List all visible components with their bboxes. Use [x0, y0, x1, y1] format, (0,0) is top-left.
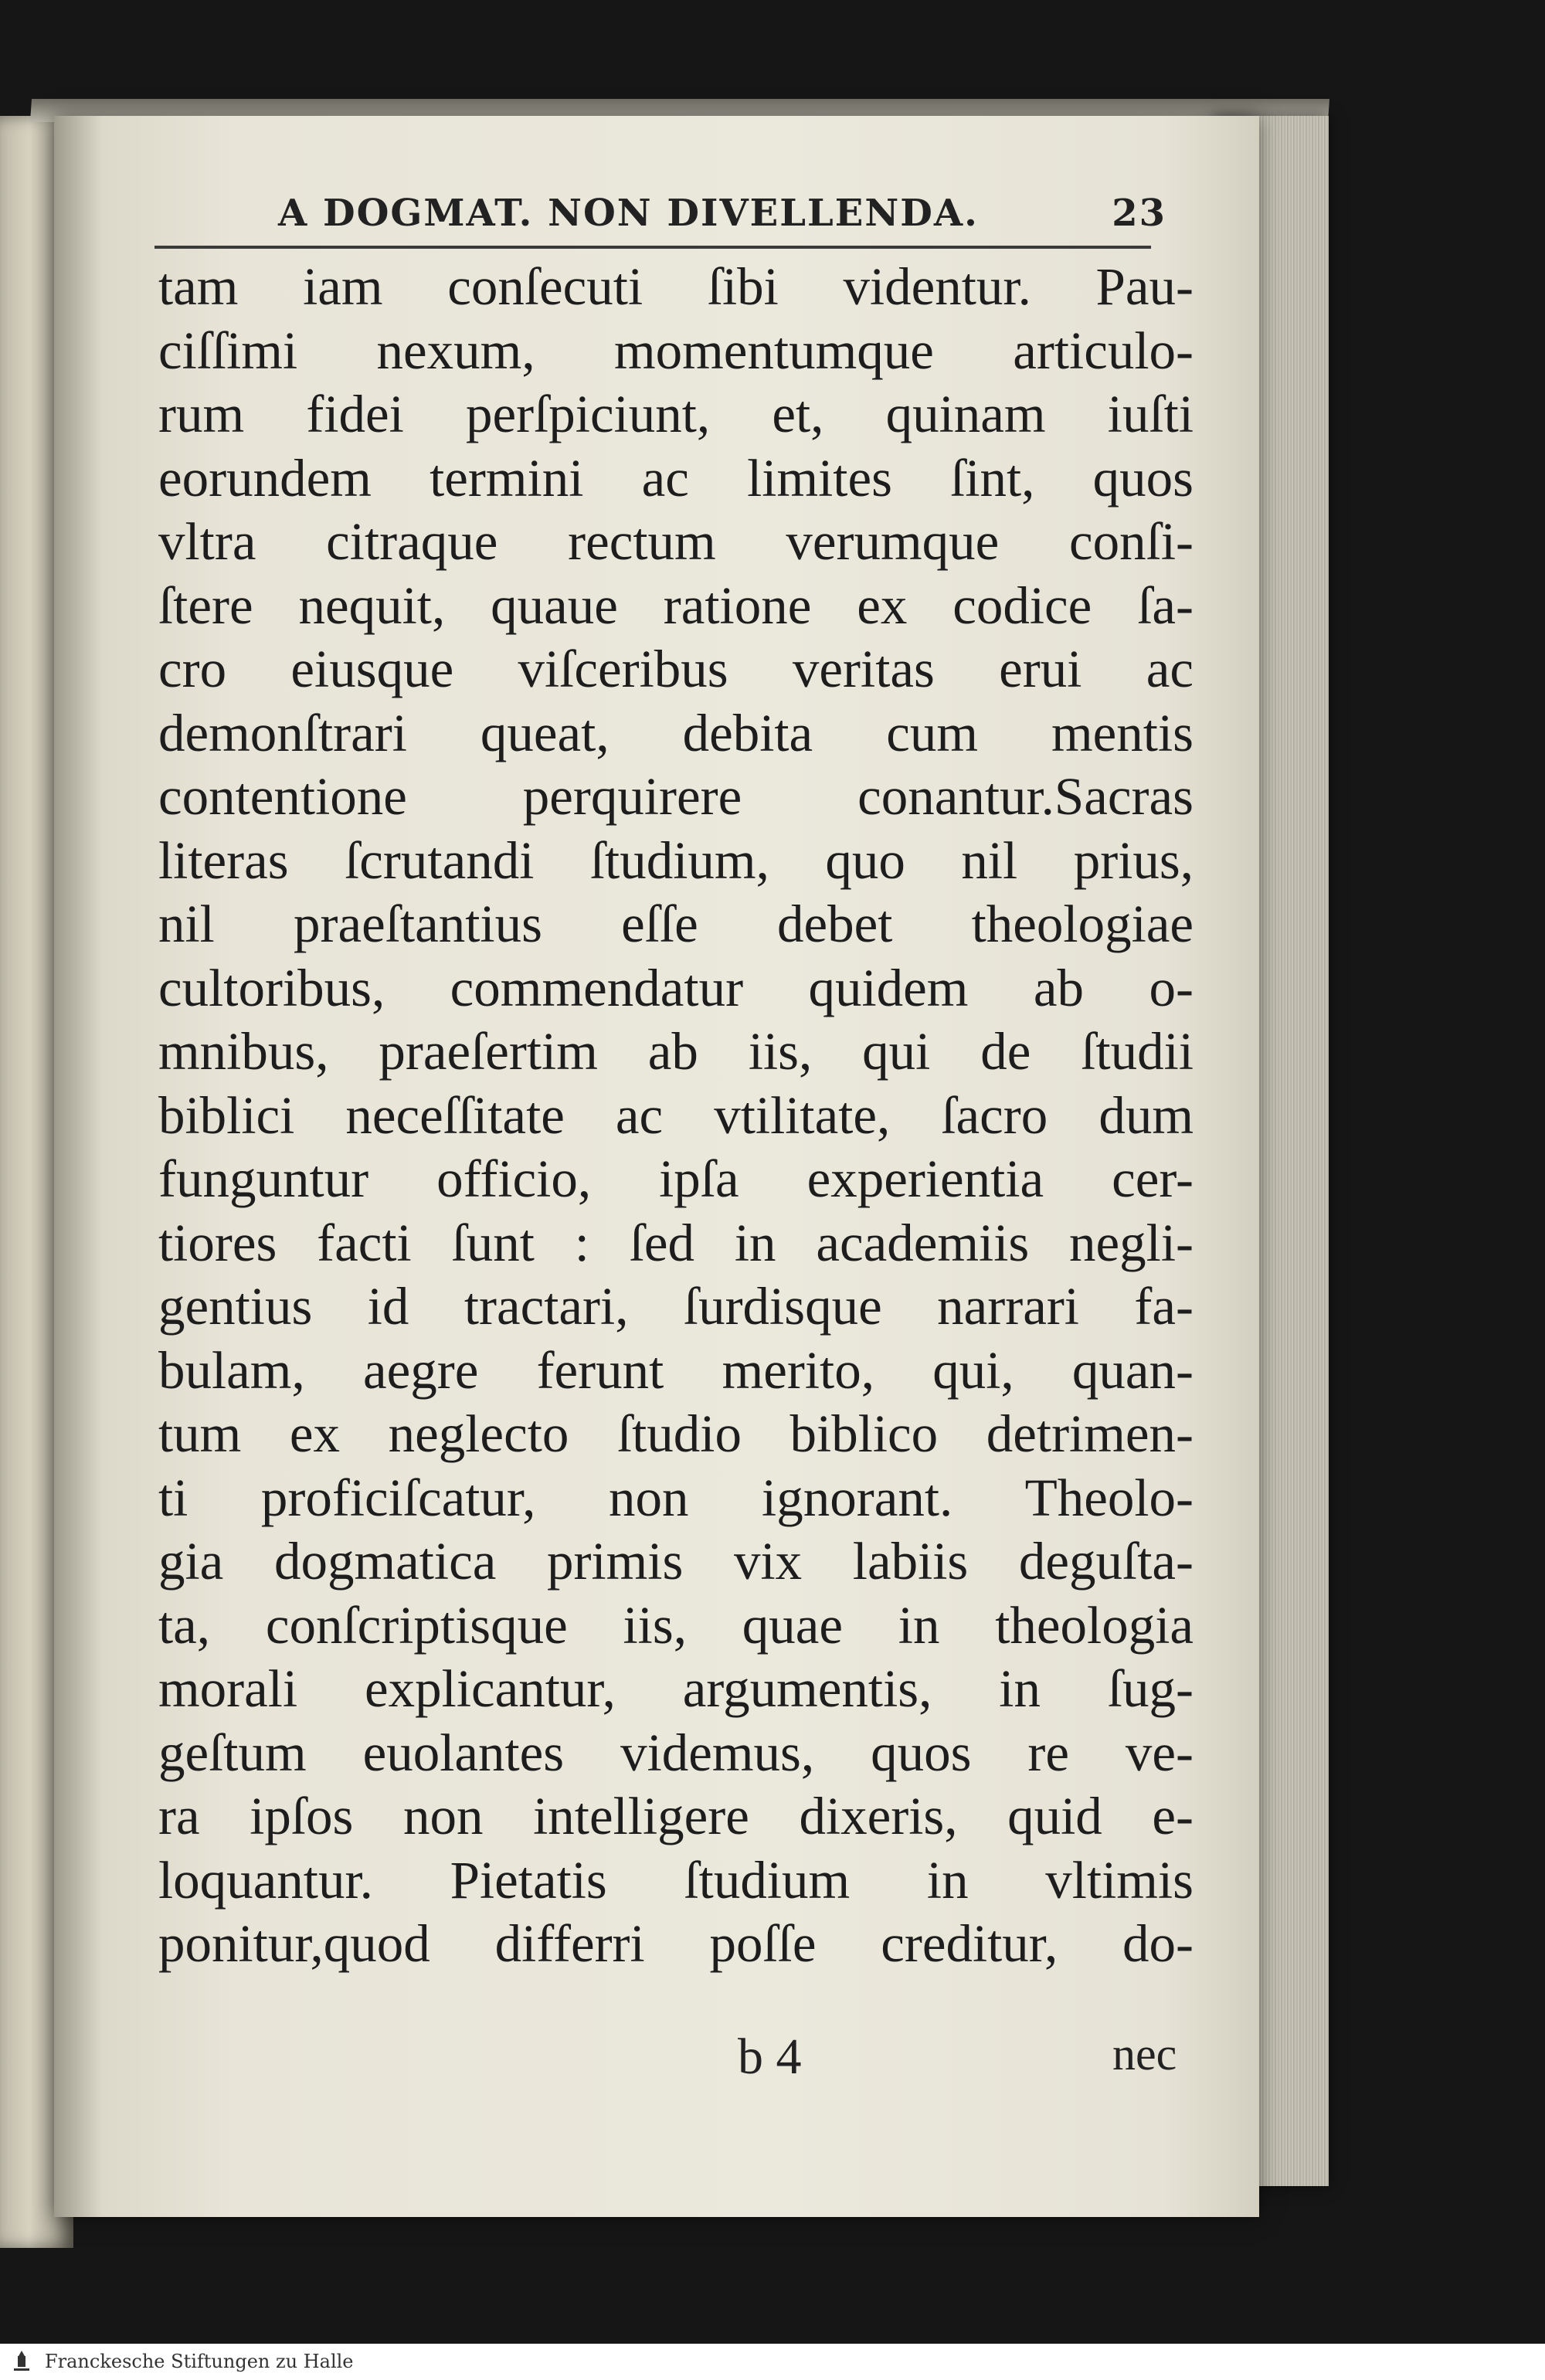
text-line: contentione perquirere conantur.Sacras — [158, 767, 1194, 826]
text-line: ciſſimi nexum, momentumque articulo- — [158, 321, 1194, 380]
text-line: biblici neceſſitate ac vtilitate, ſacro dum — [158, 1085, 1194, 1145]
text-line: gentius id tractari, ſurdisque narrari fa- — [158, 1277, 1194, 1336]
text-line: tum ex neglecto ſtudio biblico detrimen- — [158, 1404, 1194, 1463]
text-line: cultoribus, commendatur quidem ab o- — [158, 958, 1194, 1017]
catchword: nec — [1112, 2029, 1177, 2080]
text-line: loquantur. Pietatis ſtudium in vltimis — [158, 1850, 1194, 1910]
text-line: literas ſcrutandi ſtudium, quo nil prius, — [158, 830, 1194, 890]
text-line: geſtum euolantes videmus, quos re ve- — [158, 1723, 1194, 1782]
text-line: funguntur officio, ipſa experientia cer- — [158, 1149, 1194, 1208]
text-line: demonſtrari queat, debita cum mentis — [158, 703, 1194, 762]
text-line: cro eiusque viſceribus veritas erui ac — [158, 640, 1194, 698]
text-line: bulam, aegre ferunt merito, qui, quan- — [158, 1340, 1194, 1400]
text-line: ta, conſcriptisque iis, quae in theologia — [158, 1595, 1194, 1655]
text-line: ra ipſos non intelligere dixeris, quid e- — [158, 1787, 1194, 1845]
body-text — [158, 255, 1194, 1976]
text-line: nil praeſtantius eſſe debet theologiae — [158, 895, 1194, 953]
text-line: gia dogmatica primis vix labiis deguſta- — [158, 1532, 1194, 1591]
text-line: eorundem termini ac limites ſint, quos — [158, 448, 1194, 508]
text-line: tiores facti ſunt : ſed in academiis negli- — [158, 1213, 1194, 1272]
text-line: morali explicantur, argumentis, in ſug- — [158, 1659, 1194, 1718]
footer-bar — [0, 2344, 1545, 2380]
page-number: 23 — [1112, 192, 1166, 235]
text-line: ti proficiſcatur, non ignorant. Theolo- — [158, 1468, 1194, 1527]
text-line: ſtere nequit, quaue ratione ex codice ſa- — [158, 575, 1194, 635]
signature-mark: b 4 — [738, 2029, 802, 2085]
text-line: ponitur,quod differri poſſe creditur, do- — [158, 1914, 1194, 1973]
text-line: mnibus, praeſertim ab iis, qui de ſtudii — [158, 1022, 1194, 1081]
institution-name: Franckesche Stiftungen zu Halle — [45, 2351, 354, 2372]
running-head: A DOGMAT. NON DIVELLENDA. — [278, 192, 979, 235]
header-rule — [154, 246, 1151, 249]
text-line: rum fidei perſpiciunt, et, quinam iuſti — [158, 385, 1194, 443]
institution-logo-icon — [8, 2348, 36, 2375]
text-line: tam iam conſecuti ſibi videntur. Pau- — [158, 257, 1194, 316]
text-line: vltra citraque rectum verumque conſi- — [158, 512, 1194, 571]
